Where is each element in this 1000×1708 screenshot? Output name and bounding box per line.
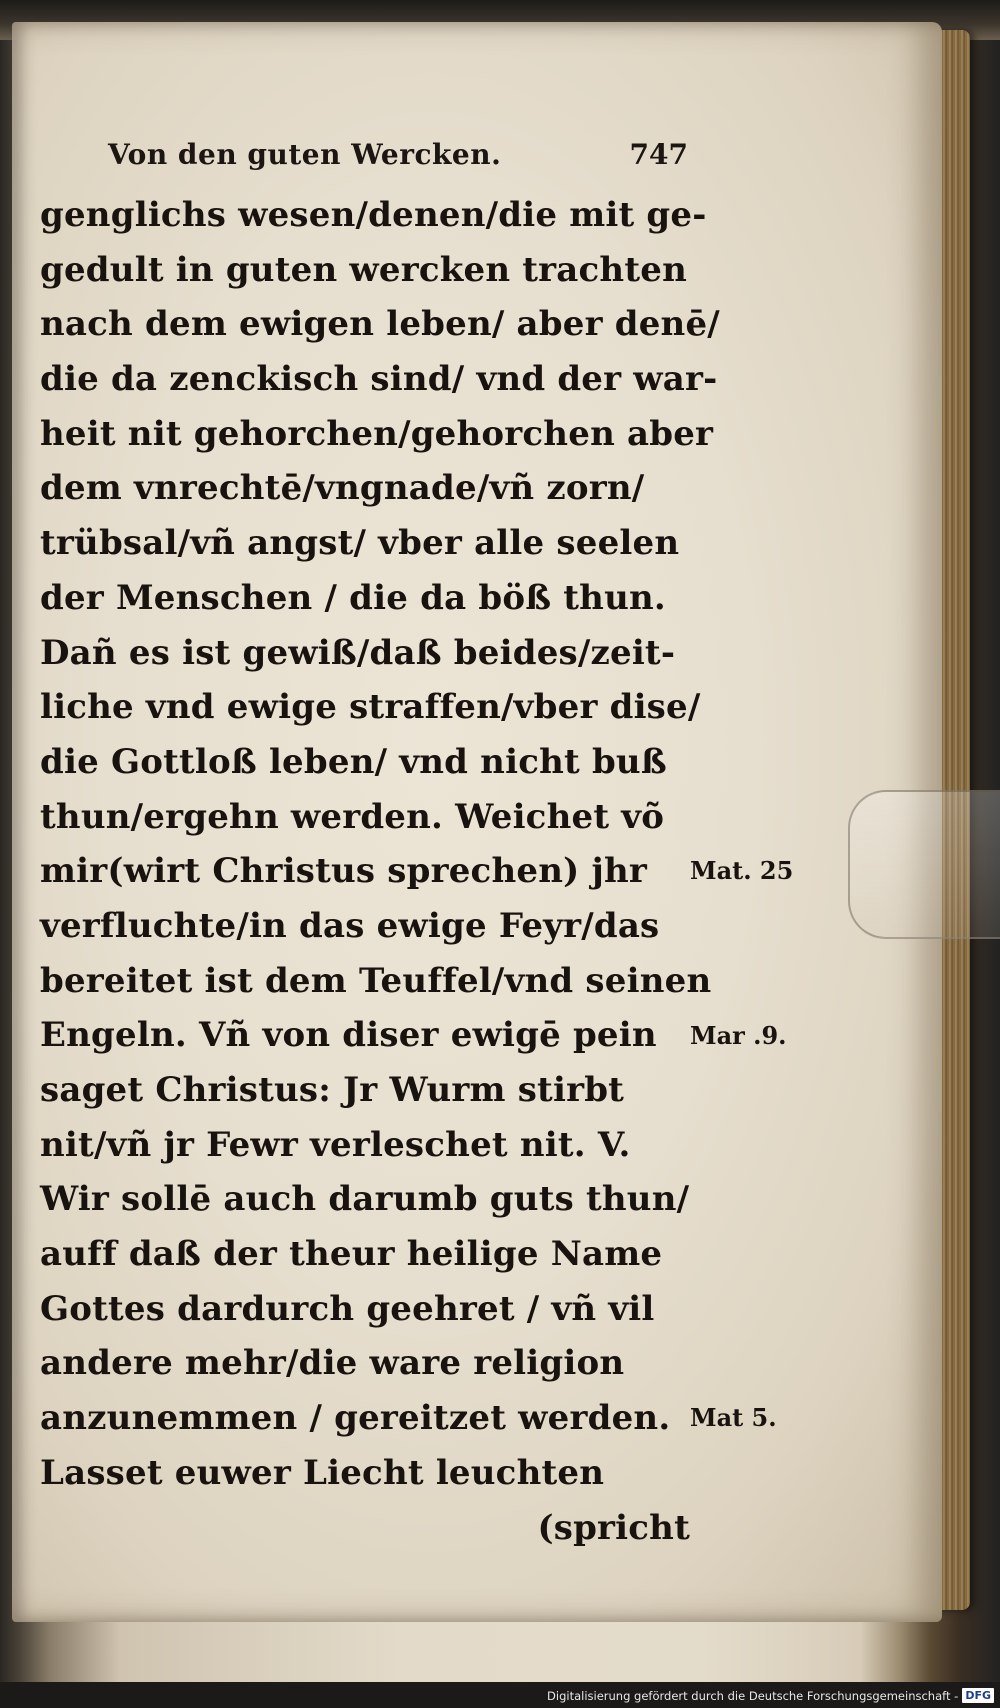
marginal-note: Mat. 25	[690, 856, 794, 886]
text-line: andere mehr/die ware religion	[40, 1343, 625, 1384]
text-line: Gottes dardurch geehret / vñ vil	[40, 1288, 655, 1329]
text-line: liche vnd ewige straffen/vber dise/	[40, 687, 701, 728]
text-line: Wir sollē auch darumb guts thun/	[40, 1179, 690, 1220]
text-line: verfluchte/in das ewige Feyr/das	[40, 905, 660, 946]
text-line: Dañ es ist gewiß/daß beides/zeit-	[40, 632, 676, 673]
footer-credit: Digitalisierung gefördert durch die Deutsche Forschungsgemeinschaft -	[547, 1688, 959, 1703]
text-line: der Menschen / die da böß thun.	[40, 577, 666, 618]
page-header	[108, 138, 688, 178]
text-line: saget Christus: Jr Wurm stirbt	[40, 1070, 625, 1110]
text-line: dem vnrechtē/vngnade/vñ zorn/	[40, 468, 645, 509]
body-text	[40, 188, 720, 1555]
dfg-logo: DFG	[962, 1688, 994, 1703]
text-line: trübsal/vñ angst/ vber alle seelen	[40, 523, 680, 564]
text-line: thun/ergehn werden. Weichet võ	[40, 796, 665, 837]
text-line: auff daß der theur heilige Name	[40, 1234, 663, 1275]
marginal-note: Mar .9.	[690, 1020, 787, 1050]
page-clip	[848, 790, 1000, 939]
catchword: (spricht	[537, 1507, 690, 1548]
marginal-note: Mat 5.	[690, 1403, 777, 1433]
text-line: nit/vñ jr Fewr verleschet nit. V.	[40, 1124, 631, 1165]
text-line: heit nit gehorchen/gehorchen aber	[40, 413, 714, 454]
text-line: mir(wirt Christus sprechen) jhr	[40, 851, 647, 892]
text-line: nach dem ewigen leben/ aber denē/	[40, 304, 720, 345]
text-line: Engeln. Vñ von diser ewigē pein	[40, 1015, 657, 1056]
text-line: gedult in guten wercken trachten	[40, 249, 688, 290]
text-line: anzunemmen / gereitzet werden.	[40, 1398, 671, 1439]
text-line: die da zenckisch sind/ vnd der war-	[40, 359, 718, 400]
page-number: 747	[629, 138, 688, 171]
text-line: bereitet ist dem Teuffel/vnd seinen	[40, 960, 712, 1001]
text-line: Lasset euwer Liecht leuchten	[40, 1452, 605, 1493]
running-title: Von den guten Wercken.	[108, 138, 502, 171]
digitization-footer	[0, 1682, 1000, 1708]
text-line: genglichs wesen/denen/die mit ge-	[40, 195, 707, 235]
text-line: die Gottloß leben/ vnd nicht buß	[40, 741, 667, 782]
